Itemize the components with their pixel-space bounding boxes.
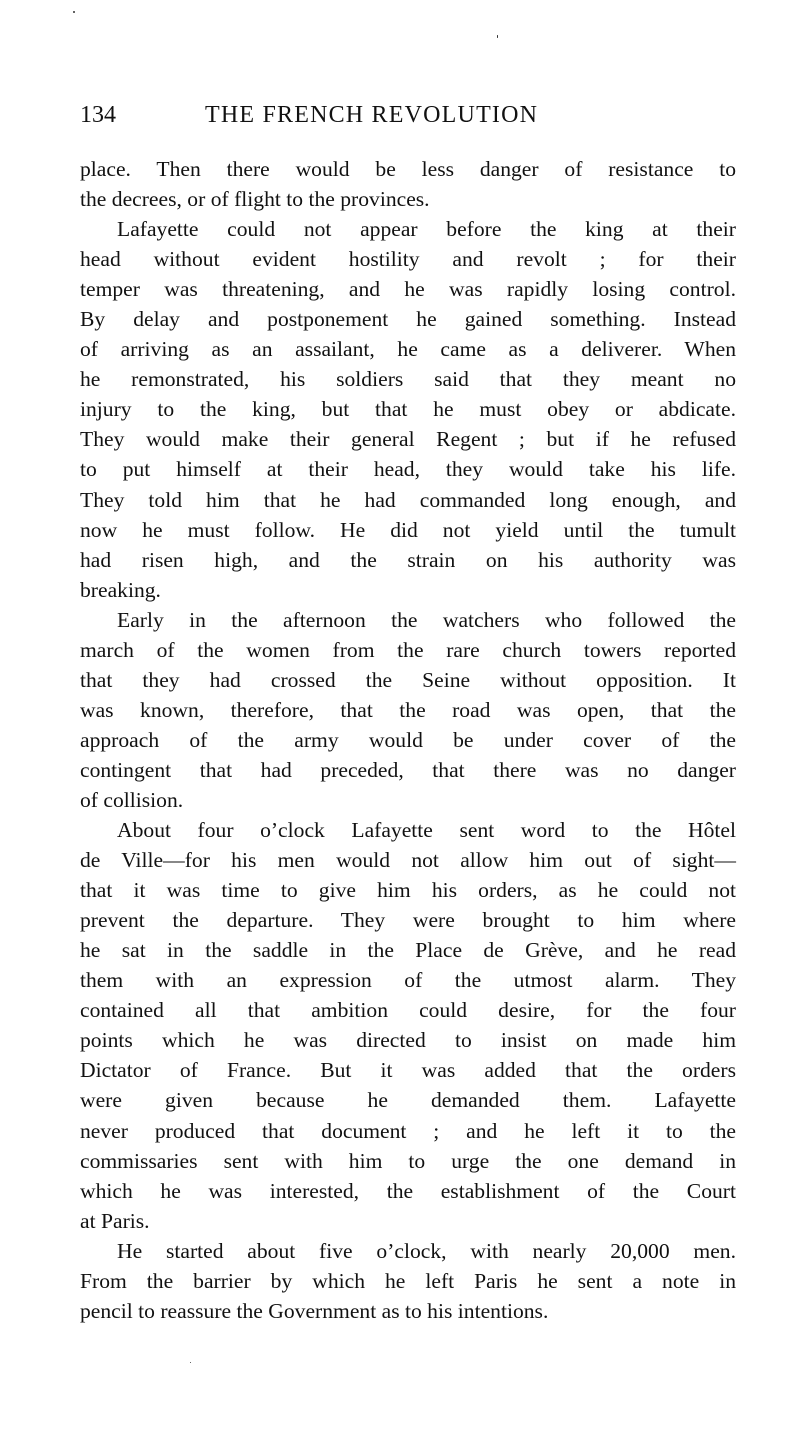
text-line: at Paris. bbox=[80, 1208, 150, 1233]
text-line: head without evident hostility and revolt ; for their bbox=[80, 247, 736, 272]
scan-speck bbox=[190, 1362, 191, 1363]
text-line: now he must follow. He did not yield until the tumult bbox=[80, 517, 736, 542]
text-line: Lafayette could not appear before the king at their bbox=[117, 217, 736, 242]
paragraph bbox=[80, 1236, 736, 1326]
text-line: contingent that had preceded, that there was no danger bbox=[80, 757, 736, 782]
text-line: to put himself at their head, they would take his life. bbox=[80, 457, 736, 482]
text-line: he remonstrated, his soldiers said that they meant no bbox=[80, 367, 736, 392]
text-line: the decrees, or of flight to the provinces. bbox=[80, 187, 430, 212]
paragraph bbox=[80, 154, 736, 214]
text-line: place. Then there would be less danger of resistance to bbox=[80, 157, 736, 181]
text-line: pencil to reassure the Government as to his intentions. bbox=[80, 1298, 549, 1323]
scan-speck bbox=[497, 35, 498, 38]
paragraph bbox=[80, 214, 736, 605]
text-line: breaking. bbox=[80, 577, 161, 602]
text-line: which he was interested, the establishment of the Court bbox=[80, 1178, 736, 1203]
scan-speck bbox=[73, 11, 75, 13]
running-title: THE FRENCH REVOLUTION bbox=[205, 102, 539, 128]
text-line: Dictator of France. But it was added that the orders bbox=[80, 1058, 736, 1083]
book-page bbox=[80, 100, 736, 1326]
text-line: had risen high, and the strain on his authority was bbox=[80, 547, 736, 572]
paragraph bbox=[80, 815, 736, 1236]
text-line: was known, therefore, that the road was open, that the bbox=[80, 697, 736, 722]
text-line: points which he was directed to insist on made him bbox=[80, 1028, 736, 1053]
text-line: They would make their general Regent ; but if he refused bbox=[80, 427, 736, 452]
text-line: contained all that ambition could desire, for the four bbox=[80, 998, 736, 1023]
text-line: march of the women from the rare church towers reported bbox=[80, 637, 736, 662]
text-line: injury to the king, but that he must obey or abdicate. bbox=[80, 397, 736, 422]
text-line: he sat in the saddle in the Place de Grève, and he read bbox=[80, 938, 736, 963]
running-header bbox=[80, 100, 736, 140]
text-line: approach of the army would be under cover of the bbox=[80, 727, 736, 752]
text-line: of arriving as an assailant, he came as a deliverer. When bbox=[80, 337, 736, 362]
text-line: prevent the departure. They were brought to him where bbox=[80, 908, 736, 933]
text-line: By delay and postponement he gained something. Instead bbox=[80, 307, 736, 332]
paragraph bbox=[80, 605, 736, 815]
text-line: them with an expression of the utmost alarm. They bbox=[80, 968, 736, 993]
text-line: About four o’clock Lafayette sent word to the Hôtel bbox=[117, 818, 736, 843]
text-line: Early in the afternoon the watchers who followed the bbox=[117, 607, 736, 632]
text-line: that it was time to give him his orders, as he could not bbox=[80, 878, 736, 903]
text-line: never produced that document ; and he left it to the bbox=[80, 1118, 736, 1143]
text-line: de Ville—for his men would not allow him out of sight— bbox=[80, 848, 736, 873]
text-line: that they had crossed the Seine without opposition. It bbox=[80, 667, 736, 692]
text-line: were given because he demanded them. Lafayette bbox=[80, 1088, 736, 1113]
body-text bbox=[80, 154, 736, 1326]
text-line: From the barrier by which he left Paris he sent a note in bbox=[80, 1268, 736, 1293]
text-line: He started about five o’clock, with nearly 20,000 men. bbox=[117, 1238, 736, 1263]
text-line: of collision. bbox=[80, 787, 184, 812]
page-number: 134 bbox=[80, 102, 116, 128]
text-line: temper was threatening, and he was rapidly losing control. bbox=[80, 277, 736, 302]
text-line: They told him that he had commanded long enough, and bbox=[80, 487, 736, 512]
text-line: commissaries sent with him to urge the one demand in bbox=[80, 1148, 736, 1173]
